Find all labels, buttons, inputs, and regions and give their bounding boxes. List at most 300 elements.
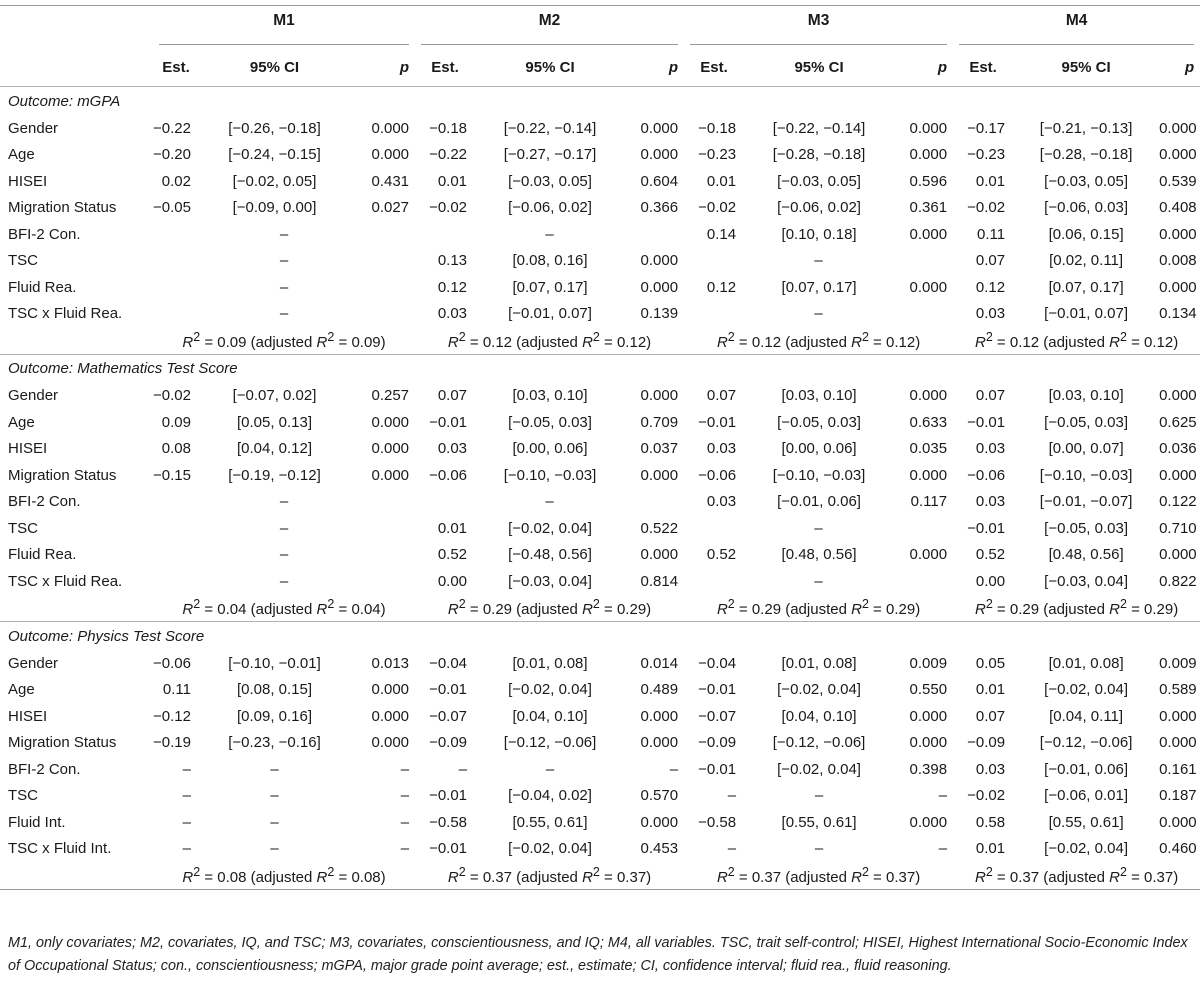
table-row bbox=[0, 115, 1200, 142]
estimate-cell: 0.12 bbox=[437, 278, 468, 296]
close-paren: ) bbox=[1173, 601, 1179, 619]
estimate-cell: −0.02 bbox=[698, 199, 737, 217]
table-row bbox=[0, 703, 1200, 730]
ci-cell: – bbox=[270, 760, 279, 778]
est-header: Est. bbox=[431, 58, 459, 76]
predictor-label: Age bbox=[8, 413, 35, 431]
close-paren: ) bbox=[915, 333, 921, 351]
predictor-label: HISEI bbox=[8, 707, 48, 725]
p-value-cell: 0.000 bbox=[909, 119, 948, 137]
r-superscript: 2 bbox=[985, 864, 993, 879]
ci-cell: [−0.12, −0.06] bbox=[772, 734, 866, 752]
r-squared-value: 0.12 bbox=[482, 333, 513, 351]
adjusted-label: (adjusted bbox=[781, 601, 852, 619]
model-label: M1 bbox=[159, 4, 409, 45]
estimate-cell: −0.09 bbox=[698, 734, 737, 752]
p-header: p bbox=[399, 58, 410, 76]
r-superscript: 2 bbox=[592, 329, 600, 344]
table-row bbox=[0, 809, 1200, 836]
r-superscript: 2 bbox=[861, 597, 869, 612]
predictor-label: Gender bbox=[8, 119, 59, 137]
r-squared-value: 0.37 bbox=[1009, 868, 1040, 886]
adjusted-r-squared-value: 0.12 bbox=[886, 333, 916, 351]
ci-cell: [−0.48, 0.56] bbox=[508, 546, 592, 564]
p-value-cell: 0.000 bbox=[909, 278, 948, 296]
estimate-cell: 0.03 bbox=[975, 440, 1006, 458]
ci-cell: [−0.22, −0.14] bbox=[772, 119, 866, 137]
estimate-cell: −0.01 bbox=[967, 413, 1006, 431]
estimate-cell: 0.58 bbox=[975, 813, 1006, 831]
ci-cell: [−0.03, 0.04] bbox=[508, 572, 592, 590]
r-symbol: R bbox=[1109, 333, 1120, 351]
ci-cell: [−0.28, −0.18] bbox=[1039, 146, 1133, 164]
r-symbol: R bbox=[316, 601, 328, 619]
p-value-cell: 0.122 bbox=[1159, 493, 1197, 511]
ci-cell: [−0.06, 0.01] bbox=[1044, 787, 1128, 805]
r-squared-cell bbox=[684, 862, 953, 889]
ci-cell: [0.08, 0.15] bbox=[236, 681, 313, 699]
table-row bbox=[0, 515, 1200, 542]
empty-cell: – bbox=[814, 572, 823, 590]
estimate-cell: −0.01 bbox=[429, 413, 468, 431]
ci-cell: [0.00, 0.06] bbox=[781, 440, 857, 458]
r-symbol: R bbox=[716, 868, 728, 886]
outcome-row bbox=[0, 622, 1200, 651]
empty-cell: – bbox=[279, 252, 289, 270]
estimate-cell: −0.01 bbox=[429, 787, 468, 805]
ci-cell: – bbox=[270, 787, 279, 805]
equals-sign: = bbox=[734, 333, 752, 351]
p-value-cell: 0.453 bbox=[640, 840, 679, 858]
ci-cell: [0.55, 0.61] bbox=[1048, 813, 1124, 831]
ci-cell: [−0.03, 0.05] bbox=[508, 172, 592, 190]
empty-cell: – bbox=[279, 305, 289, 323]
estimate-cell: −0.17 bbox=[967, 119, 1006, 137]
p-value-cell: 0.000 bbox=[640, 707, 679, 725]
p-value-cell: 0.550 bbox=[909, 681, 948, 699]
estimate-cell: −0.01 bbox=[698, 413, 737, 431]
ci-cell: [0.01, 0.08] bbox=[1048, 654, 1124, 672]
estimate-cell: −0.01 bbox=[698, 681, 737, 699]
r-squared-cell bbox=[415, 327, 684, 354]
ci-cell: [−0.02, 0.04] bbox=[508, 681, 592, 699]
table-row bbox=[0, 489, 1200, 516]
ci-cell: [−0.06, 0.03] bbox=[1044, 199, 1128, 217]
close-paren: ) bbox=[646, 868, 652, 886]
p-value-cell: 0.000 bbox=[909, 146, 948, 164]
outcome-label: Outcome: Physics Test Score bbox=[0, 622, 1200, 651]
r-squared-spacer bbox=[0, 862, 153, 889]
predictor-label: Migration Status bbox=[8, 466, 117, 484]
ci-cell: [0.04, 0.10] bbox=[512, 707, 588, 725]
equals-sign: = bbox=[868, 601, 886, 619]
p-value-cell: 0.117 bbox=[910, 493, 948, 511]
adjusted-r-squared-value: 0.29 bbox=[616, 601, 647, 619]
ci-header: 95% CI bbox=[249, 58, 300, 76]
column-header-row bbox=[0, 48, 1200, 87]
estimate-cell: −0.09 bbox=[429, 734, 468, 752]
p-value-cell: 0.000 bbox=[371, 146, 410, 164]
outcome-label: Outcome: mGPA bbox=[0, 87, 1200, 116]
table-row bbox=[0, 730, 1200, 757]
p-value-cell: 0.589 bbox=[1159, 681, 1197, 699]
predictor-label: BFI-2 Con. bbox=[8, 225, 81, 243]
table-row bbox=[0, 195, 1200, 222]
ci-cell: [0.09, 0.16] bbox=[236, 707, 313, 725]
ci-cell: [−0.02, 0.05] bbox=[232, 172, 317, 190]
estimate-cell: −0.07 bbox=[429, 707, 468, 725]
ci-cell: – bbox=[814, 840, 824, 858]
ci-cell: [−0.10, −0.03] bbox=[772, 466, 866, 484]
p-value-cell: – bbox=[400, 787, 410, 805]
r-superscript: 2 bbox=[458, 597, 466, 612]
empty-cell: – bbox=[814, 305, 823, 323]
model-header bbox=[953, 0, 1200, 48]
estimate-cell: 0.52 bbox=[975, 546, 1006, 564]
p-value-cell: 0.000 bbox=[1159, 813, 1197, 831]
ci-cell: [0.04, 0.11] bbox=[1049, 707, 1124, 725]
p-value-cell: 0.000 bbox=[640, 387, 679, 405]
p-value-cell: 0.009 bbox=[909, 654, 948, 672]
ci-cell: – bbox=[270, 813, 279, 831]
p-value-cell: 0.000 bbox=[909, 707, 948, 725]
table-row bbox=[0, 756, 1200, 783]
estimate-cell: 0.12 bbox=[975, 278, 1006, 296]
estimate-cell: −0.23 bbox=[967, 146, 1006, 164]
ci-cell: [−0.03, 0.05] bbox=[777, 172, 861, 190]
ci-cell: [0.05, 0.13] bbox=[236, 413, 313, 431]
predictor-label: TSC x Fluid Rea. bbox=[8, 305, 123, 323]
r-squared-cell bbox=[953, 327, 1200, 354]
ci-cell: [−0.02, 0.04] bbox=[777, 760, 861, 778]
model-label: M3 bbox=[690, 4, 947, 45]
estimate-cell: 0.05 bbox=[975, 654, 1006, 672]
p-value-cell: 0.625 bbox=[1159, 413, 1197, 431]
p-value-cell: 0.000 bbox=[640, 813, 679, 831]
table-row bbox=[0, 274, 1200, 301]
close-paren: ) bbox=[380, 333, 386, 351]
adjusted-r-squared-value: 0.12 bbox=[616, 333, 647, 351]
equals-sign: = bbox=[334, 601, 352, 619]
table-row bbox=[0, 677, 1200, 704]
ci-cell: [0.55, 0.61] bbox=[781, 813, 857, 831]
row-label-header bbox=[0, 48, 153, 87]
empty-cell: – bbox=[279, 278, 289, 296]
estimate-cell: 0.07 bbox=[975, 707, 1006, 725]
ci-cell: [0.03, 0.10] bbox=[781, 387, 857, 405]
ci-cell: [0.07, 0.17] bbox=[1048, 278, 1124, 296]
ci-cell: [0.48, 0.56] bbox=[781, 546, 857, 564]
estimate-cell: 0.52 bbox=[437, 546, 468, 564]
p-value-cell: 0.000 bbox=[1159, 225, 1197, 243]
r-superscript: 2 bbox=[861, 864, 869, 879]
p-header: p bbox=[937, 58, 948, 76]
estimate-cell: 0.52 bbox=[706, 546, 737, 564]
equals-sign: = bbox=[1126, 868, 1145, 886]
r-symbol: R bbox=[851, 333, 862, 351]
p-value-cell: 0.633 bbox=[909, 413, 948, 431]
r-symbol: R bbox=[316, 868, 328, 886]
p-header: p bbox=[668, 58, 679, 76]
table-row bbox=[0, 568, 1200, 595]
model-header bbox=[415, 0, 684, 48]
p-value-cell: 0.489 bbox=[640, 681, 679, 699]
table-row bbox=[0, 248, 1200, 275]
top-rule bbox=[0, 5, 1200, 6]
p-value-cell: 0.000 bbox=[909, 225, 948, 243]
estimate-cell: 0.03 bbox=[706, 493, 737, 511]
estimate-cell: 0.00 bbox=[437, 572, 468, 590]
estimate-cell: – bbox=[182, 840, 191, 858]
ci-cell: [−0.26, −0.18] bbox=[228, 119, 321, 137]
estimate-cell: 0.01 bbox=[437, 172, 468, 190]
estimate-cell: 0.01 bbox=[975, 840, 1006, 858]
estimate-cell: −0.23 bbox=[698, 146, 737, 164]
r-symbol: R bbox=[316, 333, 328, 351]
p-value-cell: 0.000 bbox=[371, 440, 410, 458]
estimate-cell: −0.04 bbox=[698, 654, 737, 672]
p-value-cell: 0.000 bbox=[1159, 146, 1197, 164]
r-symbol: R bbox=[447, 333, 459, 351]
estimate-cell: −0.05 bbox=[153, 199, 191, 217]
ci-cell: [−0.02, 0.04] bbox=[508, 519, 592, 537]
r-squared-value: 0.09 bbox=[217, 333, 247, 351]
ci-cell: [−0.01, −0.07] bbox=[1039, 493, 1133, 511]
r-superscript: 2 bbox=[327, 329, 335, 344]
r-symbol: R bbox=[716, 333, 728, 351]
ci-cell: [−0.01, 0.06] bbox=[1044, 760, 1128, 778]
estimate-cell: – bbox=[182, 813, 191, 831]
p-value-cell: 0.139 bbox=[640, 305, 679, 323]
p-value-cell: 0.035 bbox=[909, 440, 948, 458]
r-symbol: R bbox=[851, 868, 862, 886]
outcome-label: Outcome: Mathematics Test Score bbox=[0, 354, 1200, 383]
estimate-cell: −0.58 bbox=[429, 813, 468, 831]
equals-sign: = bbox=[465, 333, 483, 351]
p-value-cell: 0.822 bbox=[1159, 572, 1197, 590]
r-squared-cell bbox=[953, 862, 1200, 889]
ci-cell: [−0.05, 0.03] bbox=[777, 413, 861, 431]
table-row bbox=[0, 221, 1200, 248]
r-superscript: 2 bbox=[727, 329, 735, 344]
model-header-row bbox=[0, 0, 1200, 48]
predictor-label: Migration Status bbox=[8, 199, 117, 217]
r-superscript: 2 bbox=[727, 864, 735, 879]
est-header: Est. bbox=[969, 58, 997, 76]
r-squared-cell bbox=[684, 595, 953, 622]
adjusted-label: (adjusted bbox=[512, 333, 583, 351]
ci-cell: [−0.27, −0.17] bbox=[503, 146, 597, 164]
ci-cell: – bbox=[270, 840, 279, 858]
p-value-cell: 0.000 bbox=[371, 466, 410, 484]
r-symbol: R bbox=[582, 333, 593, 351]
estimate-cell: −0.01 bbox=[967, 519, 1006, 537]
p-value-cell: 0.000 bbox=[909, 546, 948, 564]
r-symbol: R bbox=[447, 601, 459, 619]
equals-sign: = bbox=[465, 601, 483, 619]
adjusted-label: (adjusted bbox=[246, 868, 317, 886]
p-value-cell: 0.000 bbox=[909, 813, 948, 831]
estimate-cell: −0.06 bbox=[967, 466, 1006, 484]
equals-sign: = bbox=[200, 333, 218, 351]
p-value-cell: 0.596 bbox=[909, 172, 948, 190]
p-value-cell: – bbox=[400, 813, 410, 831]
equals-sign: = bbox=[1126, 601, 1145, 619]
estimate-cell: −0.02 bbox=[153, 387, 191, 405]
ci-cell: [−0.01, 0.07] bbox=[508, 305, 592, 323]
p-value-cell: 0.000 bbox=[640, 734, 679, 752]
p-value-cell: 0.000 bbox=[909, 734, 948, 752]
r-squared-cell bbox=[953, 595, 1200, 622]
predictor-label: Migration Status bbox=[8, 734, 117, 752]
close-paren: ) bbox=[1173, 333, 1179, 351]
estimate-cell: −0.04 bbox=[429, 654, 468, 672]
equals-sign: = bbox=[599, 333, 617, 351]
r-squared-cell bbox=[153, 327, 415, 354]
ci-cell: [0.55, 0.61] bbox=[512, 813, 588, 831]
ci-cell: – bbox=[545, 760, 555, 778]
estimate-cell: 0.09 bbox=[161, 413, 191, 431]
p-value-cell: 0.161 bbox=[1159, 760, 1197, 778]
ci-cell: [0.01, 0.08] bbox=[512, 654, 588, 672]
r-superscript: 2 bbox=[193, 864, 201, 879]
p-value-cell: 0.814 bbox=[640, 572, 679, 590]
p-value-cell: – bbox=[938, 787, 948, 805]
estimate-cell: 0.01 bbox=[437, 519, 468, 537]
estimate-cell: −0.22 bbox=[429, 146, 468, 164]
est-header: Est. bbox=[162, 58, 190, 76]
model-header bbox=[153, 0, 415, 48]
p-value-cell: 0.000 bbox=[371, 734, 410, 752]
predictor-label: HISEI bbox=[8, 172, 48, 190]
ci-cell: [−0.28, −0.18] bbox=[772, 146, 866, 164]
ci-cell: [−0.02, 0.04] bbox=[777, 681, 861, 699]
p-value-cell: 0.366 bbox=[640, 199, 679, 217]
ci-header: 95% CI bbox=[1061, 58, 1111, 76]
r-squared-spacer bbox=[0, 595, 153, 622]
r-squared-value: 0.08 bbox=[217, 868, 247, 886]
empty-cell: – bbox=[545, 493, 554, 511]
estimate-cell: 0.01 bbox=[975, 681, 1006, 699]
estimate-cell: −0.18 bbox=[698, 119, 737, 137]
table-row bbox=[0, 783, 1200, 810]
ci-cell: [−0.19, −0.12] bbox=[228, 466, 321, 484]
r-squared-value: 0.12 bbox=[751, 333, 782, 351]
model-header bbox=[684, 0, 953, 48]
ci-header: 95% CI bbox=[794, 58, 844, 76]
equals-sign: = bbox=[465, 868, 483, 886]
p-value-cell: 0.000 bbox=[1159, 734, 1197, 752]
ci-cell: [−0.06, 0.02] bbox=[508, 199, 592, 217]
estimate-cell: −0.02 bbox=[429, 199, 468, 217]
adjusted-label: (adjusted bbox=[781, 333, 852, 351]
estimate-cell: −0.02 bbox=[967, 199, 1006, 217]
p-value-cell: 0.014 bbox=[640, 654, 679, 672]
r-symbol: R bbox=[1109, 601, 1120, 619]
predictor-label: HISEI bbox=[8, 440, 48, 458]
ci-cell: [−0.03, 0.05] bbox=[1044, 172, 1128, 190]
predictor-label: TSC x Fluid Rea. bbox=[8, 572, 123, 590]
p-value-cell: 0.027 bbox=[371, 199, 410, 217]
predictor-label: TSC bbox=[8, 519, 38, 537]
ci-cell: [−0.01, 0.07] bbox=[1044, 305, 1128, 323]
est-header: Est. bbox=[700, 58, 728, 76]
r-symbol: R bbox=[716, 601, 728, 619]
estimate-cell: 0.03 bbox=[437, 440, 468, 458]
equals-sign: = bbox=[734, 868, 752, 886]
adjusted-label: (adjusted bbox=[1039, 868, 1110, 886]
r-squared-value: 0.12 bbox=[1009, 333, 1040, 351]
ci-cell: [−0.05, 0.03] bbox=[508, 413, 592, 431]
predictor-label: BFI-2 Con. bbox=[8, 760, 81, 778]
estimate-cell: −0.06 bbox=[429, 466, 468, 484]
ci-cell: [0.08, 0.16] bbox=[512, 252, 588, 270]
r-squared-row bbox=[0, 862, 1200, 889]
r-squared-row bbox=[0, 327, 1200, 354]
empty-cell: – bbox=[279, 225, 289, 243]
ci-cell: [−0.10, −0.01] bbox=[228, 654, 321, 672]
p-value-cell: – bbox=[938, 840, 948, 858]
estimate-cell: 0.07 bbox=[975, 252, 1006, 270]
estimate-cell: −0.12 bbox=[153, 707, 191, 725]
r-symbol: R bbox=[182, 601, 194, 619]
ci-cell: [0.07, 0.17] bbox=[781, 278, 857, 296]
ci-cell: [−0.02, 0.04] bbox=[1044, 840, 1128, 858]
ci-cell: [0.06, 0.15] bbox=[1048, 225, 1124, 243]
estimate-cell: −0.22 bbox=[153, 119, 191, 137]
equals-sign: = bbox=[200, 601, 218, 619]
adjusted-label: (adjusted bbox=[1039, 333, 1110, 351]
r-squared-value: 0.04 bbox=[217, 601, 247, 619]
ci-cell: [−0.10, −0.03] bbox=[1039, 466, 1133, 484]
adjusted-r-squared-value: 0.37 bbox=[616, 868, 647, 886]
p-value-cell: 0.000 bbox=[640, 466, 679, 484]
p-value-cell: 0.570 bbox=[640, 787, 679, 805]
p-value-cell: 0.000 bbox=[371, 707, 410, 725]
adjusted-r-squared-value: 0.12 bbox=[1144, 333, 1174, 351]
ci-cell: [−0.01, 0.06] bbox=[777, 493, 861, 511]
ci-cell: [−0.05, 0.03] bbox=[1044, 413, 1128, 431]
ci-cell: [−0.05, 0.03] bbox=[1044, 519, 1128, 537]
r-superscript: 2 bbox=[458, 329, 466, 344]
p-value-cell: 0.431 bbox=[371, 172, 410, 190]
estimate-cell: 0.13 bbox=[437, 252, 468, 270]
close-paren: ) bbox=[646, 333, 652, 351]
r-superscript: 2 bbox=[193, 597, 201, 612]
p-value-cell: 0.000 bbox=[1159, 546, 1197, 564]
r-symbol: R bbox=[182, 868, 194, 886]
r-symbol: R bbox=[582, 601, 593, 619]
r-superscript: 2 bbox=[327, 597, 335, 612]
r-squared-value: 0.29 bbox=[482, 601, 513, 619]
ci-cell: [0.07, 0.17] bbox=[512, 278, 588, 296]
table-row bbox=[0, 836, 1200, 863]
r-symbol: R bbox=[447, 868, 459, 886]
p-value-cell: 0.000 bbox=[640, 546, 679, 564]
r-superscript: 2 bbox=[592, 597, 600, 612]
p-value-cell: 0.361 bbox=[909, 199, 948, 217]
predictor-label: TSC bbox=[8, 252, 38, 270]
ci-cell: [−0.02, 0.04] bbox=[1044, 681, 1128, 699]
estimate-cell: – bbox=[182, 787, 191, 805]
equals-sign: = bbox=[1126, 333, 1145, 351]
estimate-cell: – bbox=[727, 840, 737, 858]
r-symbol: R bbox=[582, 868, 593, 886]
ci-cell: [0.03, 0.10] bbox=[1048, 387, 1124, 405]
estimate-cell: 0.00 bbox=[975, 572, 1006, 590]
equals-sign: = bbox=[599, 601, 617, 619]
ci-cell: [−0.03, 0.04] bbox=[1044, 572, 1128, 590]
